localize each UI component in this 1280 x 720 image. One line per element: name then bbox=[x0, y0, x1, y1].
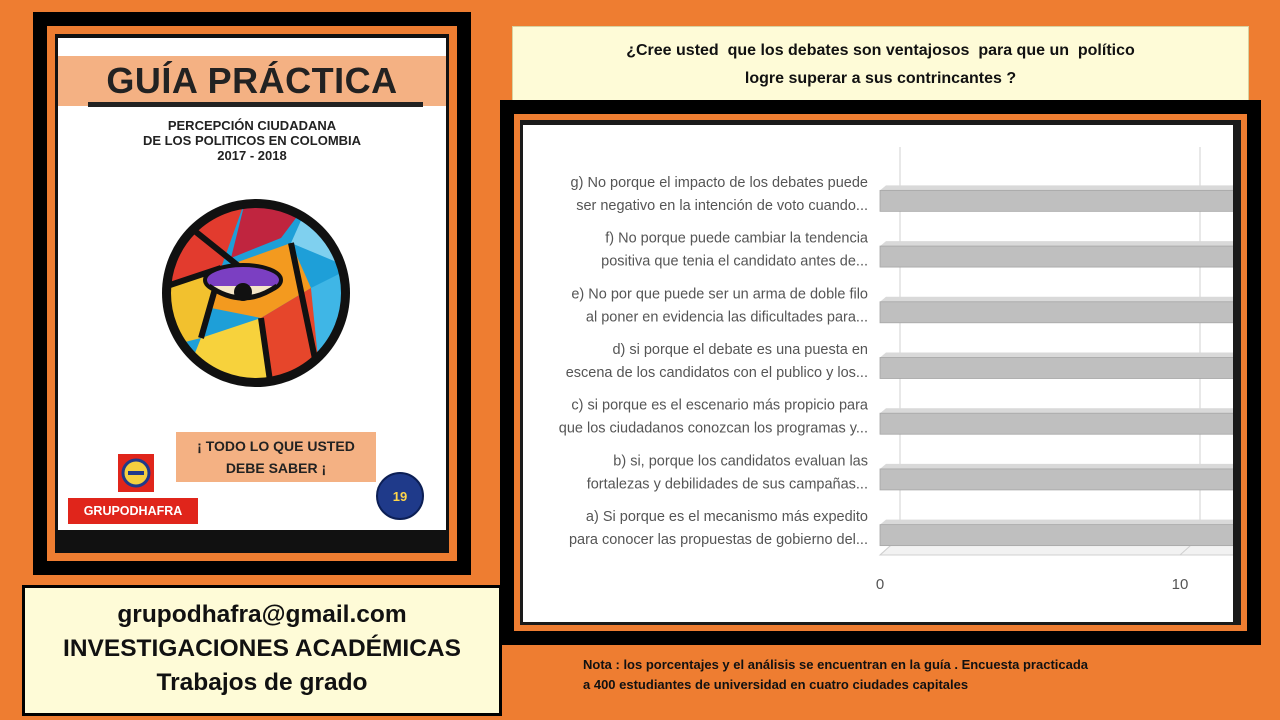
contact-line3: Trabajos de grado bbox=[156, 669, 368, 696]
bar-top-face bbox=[880, 408, 1233, 413]
stained-glass-eye-icon bbox=[161, 198, 351, 388]
question-line2: logre superar a sus contrincantes ? bbox=[744, 70, 1017, 87]
page-number-badge: 19 bbox=[376, 472, 424, 520]
grupodhafra-logo-icon bbox=[118, 454, 154, 492]
cover-brand-label: GRUPODHAFRA bbox=[68, 498, 198, 524]
category-label: al poner en evidencia las dificultades para... bbox=[585, 309, 868, 326]
question-header bbox=[512, 26, 1249, 101]
bar bbox=[880, 358, 1233, 379]
bar-top-face bbox=[880, 464, 1233, 469]
bar-top-face bbox=[880, 241, 1233, 246]
contact-email: grupodhafra@gmail.com bbox=[117, 601, 407, 628]
category-label: d) si porque el debate es una puesta en bbox=[612, 342, 868, 358]
bar-top-face bbox=[880, 297, 1233, 302]
book-cover bbox=[58, 52, 446, 530]
category-label: ser negativo en la intención de voto cuando... bbox=[576, 197, 868, 214]
note-line1: Nota : los porcentajes y el análisis se encuentran en la guía . Encuesta practicada bbox=[583, 657, 1089, 672]
question-line1: ¿Cree usted que los debates son ventajosos para que un político bbox=[626, 42, 1135, 59]
bar bbox=[880, 525, 1233, 546]
category-label: c) si porque es el escenario más propicio para bbox=[571, 397, 868, 414]
cover-title-bar bbox=[58, 56, 446, 106]
contact-line2: INVESTIGACIONES ACADÉMICAS bbox=[63, 635, 461, 662]
cover-subtitle-line: 2017 - 2018 bbox=[217, 148, 287, 163]
cover-banner-line: DEBE SABER ¡ bbox=[225, 460, 327, 476]
cover-banner bbox=[176, 432, 376, 482]
x-tick-label: 0 bbox=[875, 576, 885, 593]
bar bbox=[880, 413, 1233, 434]
category-label: f) No porque puede cambiar la tendencia bbox=[605, 230, 868, 247]
category-label: g) No porque el impacto de los debates puede bbox=[570, 174, 868, 191]
cover-title: GUÍA PRÁCTICA bbox=[106, 60, 398, 101]
cover-banner-line: ¡ TODO LO QUE USTED bbox=[197, 438, 355, 454]
bar-top-face bbox=[880, 353, 1233, 358]
cover-subtitle-line: DE LOS POLITICOS EN COLOMBIA bbox=[142, 133, 362, 148]
category-label: b) si, porque los candidatos evaluan las bbox=[613, 453, 868, 470]
cover-subtitle-line: PERCEPCIÓN CIUDADANA bbox=[167, 118, 337, 133]
category-label: que los ciudadanos conozcan los programas y... bbox=[558, 420, 868, 437]
bar bbox=[880, 469, 1233, 490]
category-label: fortalezas y debilidades de sus campañas... bbox=[586, 476, 868, 493]
x-tick-label: 10 bbox=[1171, 576, 1189, 593]
bar bbox=[880, 246, 1233, 267]
category-label: para conocer las propuestas de gobierno del... bbox=[568, 532, 868, 549]
bar-chart-svg bbox=[523, 125, 1233, 622]
bar bbox=[880, 190, 1233, 211]
cover-title-underline bbox=[88, 102, 423, 107]
category-label: positiva que tenia el candidato antes de... bbox=[601, 253, 868, 270]
bar-top-face bbox=[880, 520, 1233, 525]
survey-note bbox=[583, 655, 1263, 695]
bar-top-face bbox=[880, 185, 1233, 190]
note-line2: a 400 estudiantes de universidad en cuatro ciudades capitales bbox=[583, 677, 969, 692]
category-label: a) Si porque es el mecanismo más expedito bbox=[585, 509, 868, 526]
cover-subtitle bbox=[58, 118, 446, 163]
bar-chart bbox=[523, 125, 1233, 622]
bar bbox=[880, 302, 1233, 323]
contact-box bbox=[22, 585, 502, 716]
category-label: escena de los candidatos con el publico y los... bbox=[565, 365, 868, 381]
category-label: e) No por que puede ser un arma de doble filo bbox=[571, 286, 868, 303]
